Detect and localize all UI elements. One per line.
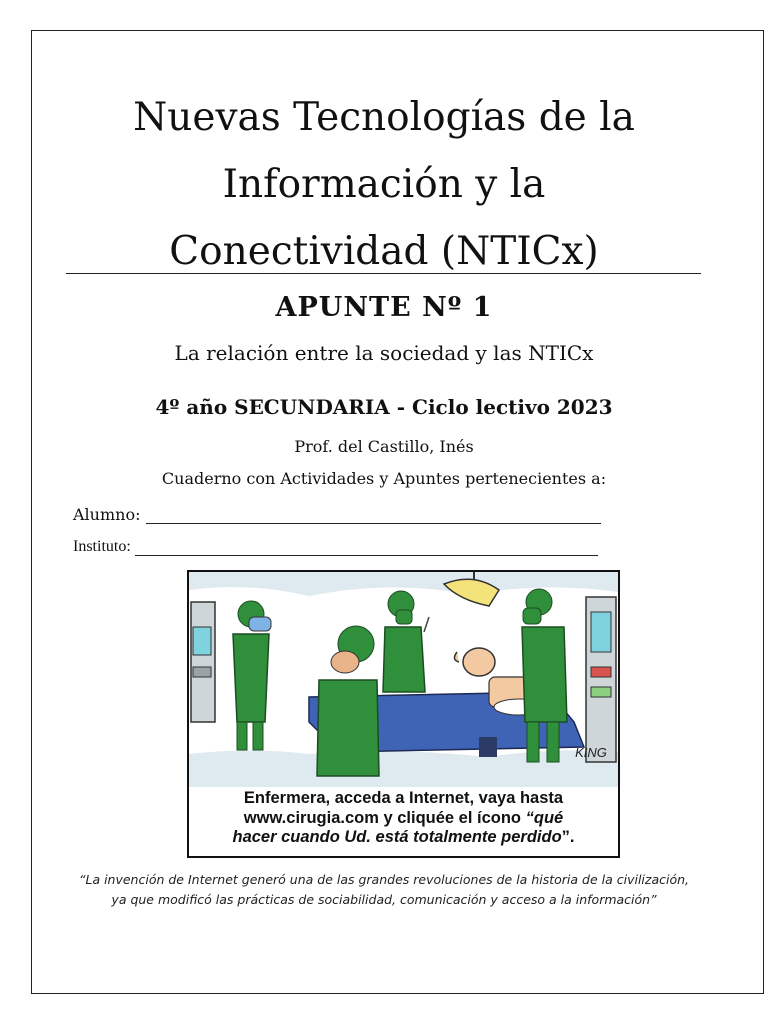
apunte-subtitle: La relación entre la sociedad y las NTICx xyxy=(174,341,594,365)
title-divider xyxy=(66,273,701,274)
institute-field[interactable] xyxy=(73,538,598,556)
institute-blank-line[interactable] xyxy=(135,541,598,556)
institute-label: Instituto: xyxy=(73,538,131,555)
caption-line-3-italic: hacer cuando Ud. está totalmente perdido xyxy=(232,828,562,846)
notebook-owner-text: Cuaderno con Actividades y Apuntes pertenecientes a: xyxy=(161,469,607,488)
caption-line-1: Enfermera, acceda a Internet, vaya hasta xyxy=(243,789,564,807)
student-field[interactable] xyxy=(73,505,601,524)
caption-line-3-end: ”. xyxy=(561,828,575,846)
cartoon-signature: KING xyxy=(575,745,607,760)
surgery-cartoon xyxy=(187,570,620,858)
course-year: 4º año SECUNDARIA - Ciclo lectivo 2023 xyxy=(155,395,613,419)
cartoon-caption xyxy=(189,789,618,848)
caption-line-2-italic: “qué xyxy=(525,808,564,827)
apunte-heading: APUNTE Nº 1 xyxy=(275,292,493,323)
title-line-2: Información y la xyxy=(222,162,546,207)
document-title xyxy=(0,84,768,285)
student-label: Alumno: xyxy=(73,505,141,524)
title-line-1: Nuevas Tecnologías de la xyxy=(133,95,635,140)
title-line-3: Conectividad (NTICx) xyxy=(169,229,599,274)
caption-line-2 xyxy=(189,809,618,829)
caption-line-2-text: www.cirugia.com y cliquée el ícono xyxy=(243,808,526,827)
internet-quote: “La invención de Internet generó una de las grandes revoluciones de la historia de la civilización, ya que modificó las prácticas de sociabilidad, comunicación y acceso a la información” xyxy=(79,872,689,907)
professor-name: Prof. del Castillo, Inés xyxy=(294,437,474,456)
caption-line-3 xyxy=(189,828,618,848)
student-blank-line[interactable] xyxy=(146,509,601,524)
